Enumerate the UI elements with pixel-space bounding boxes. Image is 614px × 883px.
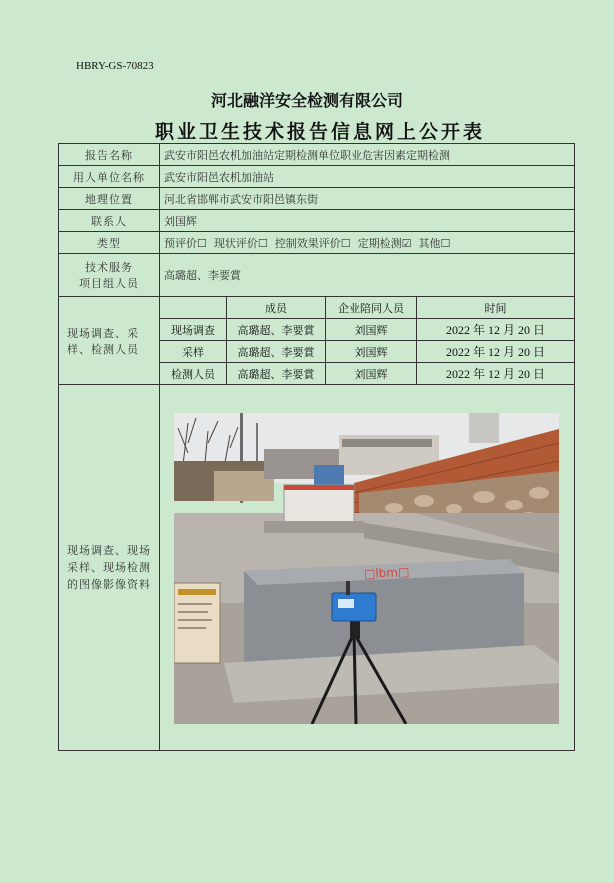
location-value: 河北省邯郸市武安市阳邑镇东街 bbox=[160, 188, 575, 210]
employer-value: 武安市阳邑农机加油站 bbox=[160, 166, 575, 188]
photo-label: 现场调查、现场采样、现场检测的图像影像资料 bbox=[59, 385, 160, 751]
row-location bbox=[59, 188, 575, 210]
survey-role: 检测人员 bbox=[160, 363, 227, 385]
checked-checkbox-icon[interactable]: ☑ bbox=[401, 236, 412, 250]
photo-cell bbox=[160, 385, 575, 751]
row-team bbox=[59, 254, 575, 297]
survey-role: 采样 bbox=[160, 341, 227, 363]
checkbox-icon[interactable]: ☐ bbox=[257, 236, 268, 250]
survey-date: 2022 年 12 月 20 日 bbox=[417, 341, 575, 363]
team-label: 技术服务 项目组人员 bbox=[59, 254, 160, 297]
contact-value: 刘国辉 bbox=[160, 210, 575, 232]
survey-date: 2022 年 12 月 20 日 bbox=[417, 319, 575, 341]
type-option-status-evaluation: 现状评价☐ bbox=[213, 236, 268, 250]
type-option-other: 其他☐ bbox=[418, 236, 451, 250]
page-title: 职业卫生技术报告信息网上公开表 bbox=[154, 121, 485, 143]
row-photo bbox=[59, 385, 575, 751]
survey-escort: 刘国辉 bbox=[326, 319, 417, 341]
survey-members: 高璐超、李要賞 bbox=[227, 363, 326, 385]
checkbox-icon[interactable]: ☐ bbox=[340, 236, 351, 250]
row-employer bbox=[59, 166, 575, 188]
svg-text:□lbm□: □lbm□ bbox=[363, 564, 410, 581]
employer-label: 用人单位名称 bbox=[59, 166, 160, 188]
survey-header-escort: 企业陪同人员 bbox=[326, 297, 417, 319]
type-label: 类型 bbox=[59, 232, 160, 254]
site-photo bbox=[174, 413, 559, 724]
type-option-periodic-detection: 定期检测☑ bbox=[357, 236, 412, 250]
survey-escort: 刘国辉 bbox=[326, 341, 417, 363]
row-type bbox=[59, 232, 575, 254]
company-name: 河北融洋安全检测有限公司 bbox=[210, 91, 403, 110]
contact-label: 联系人 bbox=[59, 210, 160, 232]
survey-header-blank bbox=[160, 297, 227, 319]
report-name-value: 武安市阳邑农机加油站定期检测单位职业危害因素定期检测 bbox=[160, 144, 575, 166]
report-name-label: 报告名称 bbox=[59, 144, 160, 166]
survey-members: 高璐超、李要賞 bbox=[227, 319, 326, 341]
survey-date: 2022 年 12 月 20 日 bbox=[417, 363, 575, 385]
team-value: 高璐超、李要賞 bbox=[160, 254, 575, 297]
location-label: 地理位置 bbox=[59, 188, 160, 210]
document-code: HBRY-GS-70823 bbox=[76, 60, 154, 72]
survey-header-members: 成员 bbox=[227, 297, 326, 319]
survey-label: 现场调查、采样、检测人员 bbox=[59, 297, 160, 385]
row-contact bbox=[59, 210, 575, 232]
survey-escort: 刘国辉 bbox=[326, 363, 417, 385]
checkbox-icon[interactable]: ☐ bbox=[197, 236, 207, 250]
type-option-control-effect: 控制效果评价☐ bbox=[274, 236, 351, 250]
checkbox-icon[interactable]: ☐ bbox=[440, 236, 451, 250]
type-options bbox=[160, 232, 575, 254]
survey-header-time: 时间 bbox=[417, 297, 575, 319]
type-option-pre-evaluation: 预评价☐ bbox=[164, 236, 207, 250]
row-report-name bbox=[59, 144, 575, 166]
disclosure-table bbox=[58, 143, 575, 751]
survey-members: 高璐超、李要賞 bbox=[227, 341, 326, 363]
survey-role: 现场调查 bbox=[160, 319, 227, 341]
survey-header-row bbox=[59, 297, 575, 319]
